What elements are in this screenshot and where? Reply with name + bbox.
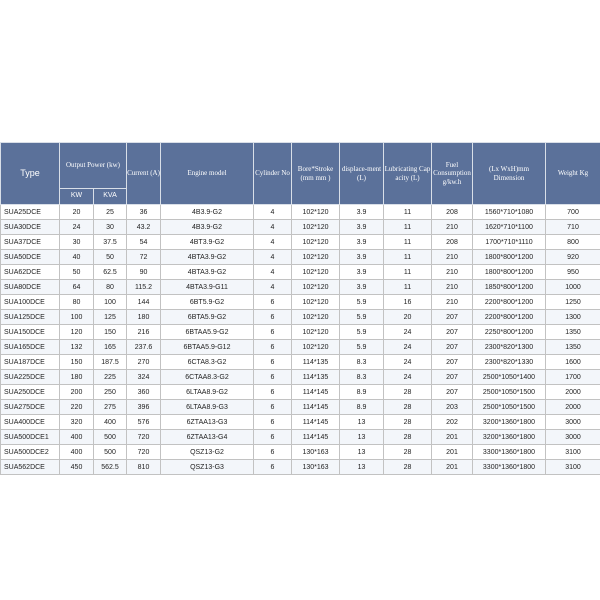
- cell-dimension: 1700*710*1110: [473, 235, 546, 250]
- cell-engine-model: 6BTAA5.9-G12: [161, 340, 254, 355]
- cell-type: SUA225DCE: [1, 370, 60, 385]
- cell-displacement: 8.9: [340, 400, 384, 415]
- cell-kva: 500: [94, 430, 127, 445]
- cell-bore-stroke: 114*135: [292, 355, 340, 370]
- cell-engine-model: 6ZTAA13-G3: [161, 415, 254, 430]
- cell-dimension: 2500*1050*1500: [473, 385, 546, 400]
- cell-kw: 100: [60, 310, 94, 325]
- cell-displacement: 3.9: [340, 280, 384, 295]
- cell-engine-model: 4BTA3.9-G11: [161, 280, 254, 295]
- cell-kw: 220: [60, 400, 94, 415]
- cell-kw: 120: [60, 325, 94, 340]
- cell-current: 216: [127, 325, 161, 340]
- cell-displacement: 13: [340, 460, 384, 475]
- cell-kva: 165: [94, 340, 127, 355]
- cell-type: SUA100DCE: [1, 295, 60, 310]
- cell-type: SUA500DCE2: [1, 445, 60, 460]
- cell-bore-stroke: 102*120: [292, 325, 340, 340]
- cell-bore-stroke: 114*145: [292, 385, 340, 400]
- cell-dimension: 2250*800*1200: [473, 325, 546, 340]
- cell-displacement: 13: [340, 430, 384, 445]
- cell-dimension: 1800*800*1200: [473, 265, 546, 280]
- cell-fuel: 210: [432, 250, 473, 265]
- cell-kw: 150: [60, 355, 94, 370]
- cell-engine-model: 4BTA3.9-G2: [161, 265, 254, 280]
- cell-displacement: 3.9: [340, 235, 384, 250]
- cell-kw: 400: [60, 445, 94, 460]
- cell-cylinder: 6: [254, 325, 292, 340]
- cell-weight: 1300: [546, 310, 600, 325]
- cell-type: SUA62DCE: [1, 265, 60, 280]
- cell-fuel: 203: [432, 400, 473, 415]
- cell-current: 90: [127, 265, 161, 280]
- cell-type: SUA37DCE: [1, 235, 60, 250]
- cell-engine-model: 4B3.9-G2: [161, 205, 254, 220]
- cell-displacement: 5.9: [340, 295, 384, 310]
- cell-engine-model: QSZ13-G3: [161, 460, 254, 475]
- cell-engine-model: 6CTAA8.3-G2: [161, 370, 254, 385]
- cell-engine-model: 6BT5.9-G2: [161, 295, 254, 310]
- cell-displacement: 5.9: [340, 325, 384, 340]
- cell-dimension: 2200*800*1200: [473, 310, 546, 325]
- cell-displacement: 3.9: [340, 265, 384, 280]
- table-row: [1, 340, 600, 355]
- cell-lubricating: 28: [384, 385, 432, 400]
- cell-kva: 187.5: [94, 355, 127, 370]
- cell-kw: 50: [60, 265, 94, 280]
- cell-dimension: 3300*1360*1800: [473, 460, 546, 475]
- header-engine-model: Engine model: [161, 143, 254, 205]
- cell-type: SUA562DCE: [1, 460, 60, 475]
- table-row: [1, 460, 600, 475]
- cell-weight: 1700: [546, 370, 600, 385]
- cell-weight: 3100: [546, 445, 600, 460]
- cell-displacement: 3.9: [340, 220, 384, 235]
- cell-cylinder: 6: [254, 295, 292, 310]
- table-row: [1, 220, 600, 235]
- cell-weight: 1000: [546, 280, 600, 295]
- cell-displacement: 13: [340, 445, 384, 460]
- cell-lubricating: 20: [384, 310, 432, 325]
- cell-lubricating: 24: [384, 340, 432, 355]
- table-row: [1, 415, 600, 430]
- table-row: [1, 235, 600, 250]
- cell-current: 115.2: [127, 280, 161, 295]
- cell-kva: 500: [94, 445, 127, 460]
- cell-type: SUA30DCE: [1, 220, 60, 235]
- cell-current: 270: [127, 355, 161, 370]
- cell-fuel: 201: [432, 430, 473, 445]
- table-row: [1, 265, 600, 280]
- table-row: [1, 310, 600, 325]
- cell-current: 43.2: [127, 220, 161, 235]
- cell-weight: 1350: [546, 340, 600, 355]
- cell-fuel: 210: [432, 280, 473, 295]
- cell-displacement: 5.9: [340, 310, 384, 325]
- cell-cylinder: 4: [254, 265, 292, 280]
- cell-weight: 3100: [546, 460, 600, 475]
- cell-dimension: 3200*1360*1800: [473, 415, 546, 430]
- cell-kva: 100: [94, 295, 127, 310]
- cell-kw: 24: [60, 220, 94, 235]
- header-cylinder: Cylinder No: [254, 143, 292, 205]
- cell-current: 72: [127, 250, 161, 265]
- cell-dimension: 2300*820*1330: [473, 355, 546, 370]
- cell-engine-model: 4BTA3.9-G2: [161, 250, 254, 265]
- cell-fuel: 210: [432, 295, 473, 310]
- table-row: [1, 385, 600, 400]
- cell-bore-stroke: 130*163: [292, 445, 340, 460]
- header-displacement: displace-ment (L): [340, 143, 384, 205]
- cell-weight: 950: [546, 265, 600, 280]
- cell-lubricating: 11: [384, 265, 432, 280]
- table-row: [1, 400, 600, 415]
- table-body: [1, 205, 600, 475]
- cell-engine-model: 6LTAA8.9-G3: [161, 400, 254, 415]
- cell-kva: 80: [94, 280, 127, 295]
- cell-fuel: 201: [432, 445, 473, 460]
- table-row: [1, 205, 600, 220]
- cell-lubricating: 28: [384, 415, 432, 430]
- cell-dimension: 1800*800*1200: [473, 250, 546, 265]
- cell-fuel: 207: [432, 310, 473, 325]
- cell-dimension: 3200*1360*1800: [473, 430, 546, 445]
- cell-bore-stroke: 130*163: [292, 460, 340, 475]
- cell-kva: 275: [94, 400, 127, 415]
- cell-kva: 62.5: [94, 265, 127, 280]
- table-row: [1, 355, 600, 370]
- cell-type: SUA50DCE: [1, 250, 60, 265]
- cell-cylinder: 6: [254, 445, 292, 460]
- cell-weight: 2000: [546, 400, 600, 415]
- cell-cylinder: 6: [254, 355, 292, 370]
- cell-bore-stroke: 114*135: [292, 370, 340, 385]
- cell-weight: 700: [546, 205, 600, 220]
- header-weight: Weight Kg: [546, 143, 600, 205]
- cell-bore-stroke: 102*120: [292, 295, 340, 310]
- cell-lubricating: 16: [384, 295, 432, 310]
- cell-dimension: 2200*800*1200: [473, 295, 546, 310]
- cell-cylinder: 6: [254, 460, 292, 475]
- cell-bore-stroke: 102*120: [292, 265, 340, 280]
- cell-weight: 800: [546, 235, 600, 250]
- cell-current: 810: [127, 460, 161, 475]
- cell-cylinder: 6: [254, 310, 292, 325]
- cell-type: SUA25DCE: [1, 205, 60, 220]
- cell-current: 54: [127, 235, 161, 250]
- cell-cylinder: 6: [254, 415, 292, 430]
- cell-kva: 150: [94, 325, 127, 340]
- cell-kva: 125: [94, 310, 127, 325]
- cell-kw: 80: [60, 295, 94, 310]
- cell-kw: 200: [60, 385, 94, 400]
- cell-lubricating: 24: [384, 325, 432, 340]
- cell-dimension: 1850*800*1200: [473, 280, 546, 295]
- cell-lubricating: 11: [384, 205, 432, 220]
- cell-dimension: 1560*710*1080: [473, 205, 546, 220]
- cell-dimension: 2300*820*1300: [473, 340, 546, 355]
- cell-cylinder: 6: [254, 370, 292, 385]
- cell-engine-model: 6ZTAA13-G4: [161, 430, 254, 445]
- cell-cylinder: 6: [254, 430, 292, 445]
- cell-weight: 1250: [546, 295, 600, 310]
- cell-displacement: 3.9: [340, 205, 384, 220]
- cell-engine-model: 6CTA8.3-G2: [161, 355, 254, 370]
- cell-kva: 50: [94, 250, 127, 265]
- cell-cylinder: 6: [254, 400, 292, 415]
- cell-kva: 250: [94, 385, 127, 400]
- cell-current: 324: [127, 370, 161, 385]
- cell-kw: 64: [60, 280, 94, 295]
- cell-engine-model: QSZ13-G2: [161, 445, 254, 460]
- cell-kva: 225: [94, 370, 127, 385]
- header-kw: KW: [60, 189, 94, 205]
- generator-spec-table: [0, 142, 600, 475]
- cell-fuel: 207: [432, 385, 473, 400]
- cell-kva: 30: [94, 220, 127, 235]
- cell-fuel: 207: [432, 340, 473, 355]
- cell-bore-stroke: 102*120: [292, 310, 340, 325]
- cell-fuel: 208: [432, 235, 473, 250]
- cell-displacement: 13: [340, 415, 384, 430]
- cell-weight: 710: [546, 220, 600, 235]
- cell-dimension: 2500*1050*1500: [473, 400, 546, 415]
- cell-kw: 132: [60, 340, 94, 355]
- cell-current: 144: [127, 295, 161, 310]
- cell-engine-model: 6BTA5.9-G2: [161, 310, 254, 325]
- header-bore-stroke: Bore*Stroke (mm mm ): [292, 143, 340, 205]
- cell-type: SUA250DCE: [1, 385, 60, 400]
- table-row: [1, 445, 600, 460]
- cell-dimension: 2500*1050*1400: [473, 370, 546, 385]
- cell-type: SUA275DCE: [1, 400, 60, 415]
- cell-current: 237.6: [127, 340, 161, 355]
- cell-fuel: 207: [432, 325, 473, 340]
- cell-type: SUA150DCE: [1, 325, 60, 340]
- cell-displacement: 8.3: [340, 370, 384, 385]
- cell-type: SUA125DCE: [1, 310, 60, 325]
- cell-type: SUA187DCE: [1, 355, 60, 370]
- cell-lubricating: 28: [384, 445, 432, 460]
- cell-engine-model: 6LTAA8.9-G2: [161, 385, 254, 400]
- cell-current: 576: [127, 415, 161, 430]
- cell-cylinder: 4: [254, 235, 292, 250]
- cell-fuel: 207: [432, 370, 473, 385]
- cell-lubricating: 11: [384, 220, 432, 235]
- cell-cylinder: 6: [254, 385, 292, 400]
- table-row: [1, 325, 600, 340]
- cell-current: 720: [127, 430, 161, 445]
- cell-current: 36: [127, 205, 161, 220]
- cell-weight: 3000: [546, 430, 600, 445]
- cell-weight: 2000: [546, 385, 600, 400]
- cell-bore-stroke: 102*120: [292, 280, 340, 295]
- cell-current: 360: [127, 385, 161, 400]
- table-row: [1, 250, 600, 265]
- cell-bore-stroke: 114*145: [292, 415, 340, 430]
- cell-bore-stroke: 114*145: [292, 430, 340, 445]
- cell-kva: 400: [94, 415, 127, 430]
- cell-weight: 1600: [546, 355, 600, 370]
- cell-fuel: 202: [432, 415, 473, 430]
- cell-engine-model: 6BTAA5.9-G2: [161, 325, 254, 340]
- cell-bore-stroke: 114*145: [292, 400, 340, 415]
- table-row: [1, 370, 600, 385]
- cell-kw: 30: [60, 235, 94, 250]
- cell-engine-model: 4B3.9-G2: [161, 220, 254, 235]
- cell-cylinder: 4: [254, 205, 292, 220]
- cell-kw: 400: [60, 430, 94, 445]
- table-row: [1, 280, 600, 295]
- cell-type: SUA500DCE1: [1, 430, 60, 445]
- cell-lubricating: 24: [384, 370, 432, 385]
- header-output-power: Output Power (kw): [60, 143, 127, 189]
- cell-kva: 37.5: [94, 235, 127, 250]
- cell-type: SUA165DCE: [1, 340, 60, 355]
- header-dimension: (Lx WxH)mm Dimension: [473, 143, 546, 205]
- cell-lubricating: 11: [384, 280, 432, 295]
- cell-fuel: 208: [432, 205, 473, 220]
- cell-displacement: 8.9: [340, 385, 384, 400]
- header-type: Type: [1, 143, 60, 205]
- cell-kw: 320: [60, 415, 94, 430]
- cell-kw: 180: [60, 370, 94, 385]
- cell-kw: 450: [60, 460, 94, 475]
- cell-fuel: 201: [432, 460, 473, 475]
- cell-current: 396: [127, 400, 161, 415]
- cell-engine-model: 4BT3.9-G2: [161, 235, 254, 250]
- cell-displacement: 8.3: [340, 355, 384, 370]
- cell-type: SUA80DCE: [1, 280, 60, 295]
- cell-lubricating: 11: [384, 250, 432, 265]
- cell-cylinder: 4: [254, 220, 292, 235]
- cell-weight: 1350: [546, 325, 600, 340]
- cell-kw: 20: [60, 205, 94, 220]
- cell-lubricating: 28: [384, 460, 432, 475]
- cell-dimension: 3300*1360*1800: [473, 445, 546, 460]
- cell-lubricating: 28: [384, 400, 432, 415]
- header-kva: KVA: [94, 189, 127, 205]
- header-current: Current (A): [127, 143, 161, 205]
- cell-kva: 562.5: [94, 460, 127, 475]
- cell-bore-stroke: 102*120: [292, 235, 340, 250]
- cell-cylinder: 4: [254, 250, 292, 265]
- cell-bore-stroke: 102*120: [292, 220, 340, 235]
- cell-bore-stroke: 102*120: [292, 340, 340, 355]
- cell-bore-stroke: 102*120: [292, 205, 340, 220]
- cell-type: SUA400DCE: [1, 415, 60, 430]
- cell-kw: 40: [60, 250, 94, 265]
- cell-fuel: 210: [432, 265, 473, 280]
- table-row: [1, 295, 600, 310]
- cell-cylinder: 6: [254, 340, 292, 355]
- cell-fuel: 207: [432, 355, 473, 370]
- cell-displacement: 3.9: [340, 250, 384, 265]
- cell-weight: 3000: [546, 415, 600, 430]
- cell-dimension: 1620*710*1100: [473, 220, 546, 235]
- cell-current: 180: [127, 310, 161, 325]
- cell-weight: 920: [546, 250, 600, 265]
- cell-bore-stroke: 102*120: [292, 250, 340, 265]
- cell-fuel: 210: [432, 220, 473, 235]
- cell-lubricating: 11: [384, 235, 432, 250]
- cell-lubricating: 24: [384, 355, 432, 370]
- cell-displacement: 5.9: [340, 340, 384, 355]
- header-fuel: Fuel Consumption g/kw.h: [432, 143, 473, 205]
- header-lubricating: Lubricating Cap acity (L): [384, 143, 432, 205]
- cell-kva: 25: [94, 205, 127, 220]
- cell-current: 720: [127, 445, 161, 460]
- cell-lubricating: 28: [384, 430, 432, 445]
- table-row: [1, 430, 600, 445]
- cell-cylinder: 4: [254, 280, 292, 295]
